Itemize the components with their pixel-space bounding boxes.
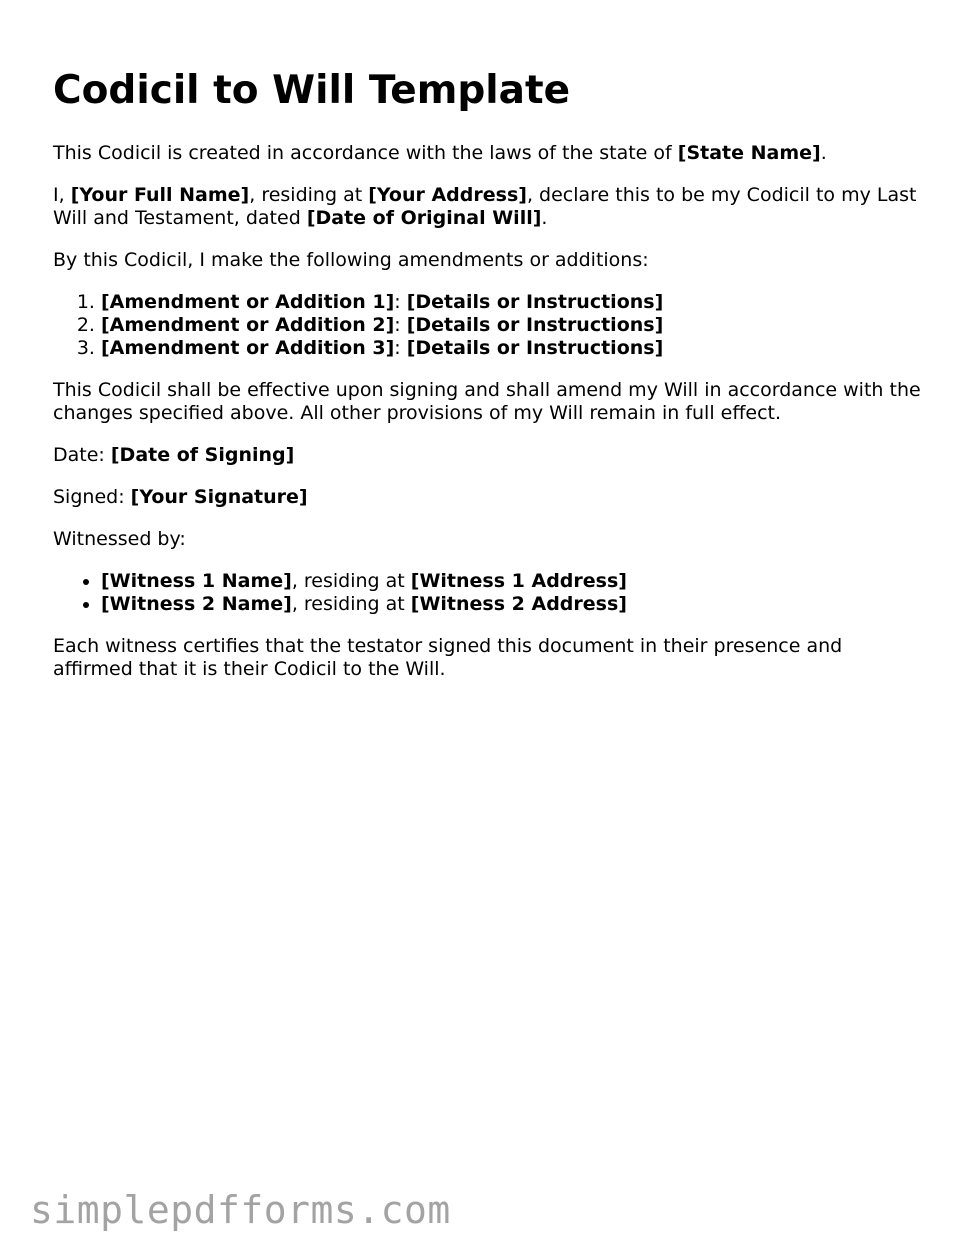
amendment-separator: :	[394, 337, 407, 359]
address-placeholder: [Your Address]	[368, 184, 527, 206]
amendment-separator: :	[394, 291, 407, 313]
certify-paragraph: Each witness certifies that the testator signed this document in their presence and affirmed that it is their Codicil to the Will.	[53, 635, 843, 680]
full-name-placeholder: [Your Full Name]	[70, 184, 250, 206]
declaration-text-2: , residing at	[249, 184, 369, 206]
witnesses-list	[53, 570, 923, 616]
intro-text: This Codicil is created in accordance with the laws of the state of	[53, 142, 678, 164]
signed-label: Signed:	[53, 486, 131, 508]
effect-paragraph: This Codicil shall be effective upon signing and shall amend my Will in accordance with the changes specified above. All other provisions of my Will remain in full effect.	[53, 379, 921, 424]
witness-name: [Witness 2 Name]	[101, 593, 292, 615]
intro-end: .	[820, 142, 827, 164]
amendment-item	[101, 291, 923, 314]
state-name-placeholder: [State Name]	[677, 142, 821, 164]
amendment-details: [Details or Instructions]	[406, 291, 664, 313]
witness-item	[101, 593, 923, 616]
watermark: simplepdfforms.com	[30, 1188, 451, 1232]
witness-mid-text: , residing at	[291, 593, 411, 615]
intro-paragraph	[53, 142, 923, 165]
declaration-text-3: , declare this to be my Codicil to my Last Will and Testament, dated	[53, 184, 917, 229]
declaration-text-1: I,	[53, 184, 71, 206]
declaration-text-4: .	[541, 207, 548, 229]
witness-mid-text: , residing at	[291, 570, 411, 592]
witness-name: [Witness 1 Name]	[101, 570, 292, 592]
page-title: Codicil to Will Template	[53, 68, 571, 113]
amendment-details: [Details or Instructions]	[406, 314, 664, 336]
amendment-label: [Amendment or Addition 2]	[101, 314, 395, 336]
amendment-details: [Details or Instructions]	[406, 337, 664, 359]
document-body	[53, 66, 923, 700]
amendment-separator: :	[394, 314, 407, 336]
witnessed-label: Witnessed by:	[53, 528, 186, 550]
witness-address: [Witness 2 Address]	[410, 593, 627, 615]
witness-item	[101, 570, 923, 593]
amendment-label: [Amendment or Addition 1]	[101, 291, 395, 313]
declaration-paragraph	[53, 184, 923, 230]
amendment-item	[101, 337, 923, 360]
date-line	[53, 444, 923, 467]
signature-placeholder: [Your Signature]	[130, 486, 308, 508]
original-will-date-placeholder: [Date of Original Will]	[306, 207, 542, 229]
signed-line	[53, 486, 923, 509]
amendments-intro: By this Codicil, I make the following amendments or additions:	[53, 249, 649, 271]
amendment-label: [Amendment or Addition 3]	[101, 337, 395, 359]
amendments-list	[53, 291, 923, 360]
witness-address: [Witness 1 Address]	[410, 570, 627, 592]
signing-date-placeholder: [Date of Signing]	[110, 444, 295, 466]
amendment-item	[101, 314, 923, 337]
date-label: Date:	[53, 444, 111, 466]
